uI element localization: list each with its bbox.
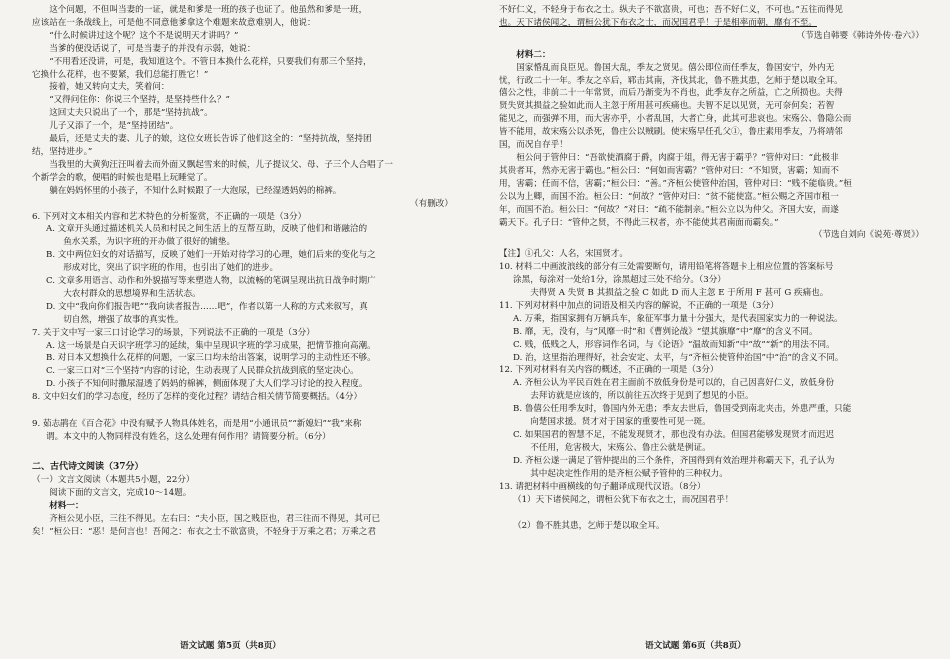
story-line: 最后，还是丈夫的妻、儿子的娘，这位女班长告诉了他们这全的：“坚持抗战，坚持团 [49, 134, 372, 145]
question-13 [499, 481, 924, 534]
question-stem: 8. 文中妇女们的学习态度，经历了怎样的变化过程？请结合相关情节简要概括。（4分） [32, 392, 363, 403]
question-stem: 12. 下列对材料有关内容的概述，不正确的一项是（3分） [499, 365, 719, 376]
question-7 [32, 327, 453, 392]
story-source: （有删改） [410, 198, 453, 209]
material2-line: 能见之，而强弹不用，而大害亦乎，小者乱国，大者亡身，此其可悲哀也。宋殇公、鲁隐公而 [499, 114, 852, 125]
material2-line: 其贵者耳，然亦无害于霸也。”桓公曰：“何如而害霸？”管仲对曰：“不知贤，害霸；知而不 [499, 165, 839, 176]
section-title: 二、古代诗文阅读（37分） [32, 461, 144, 472]
option-d: D. 治，这里指治理得好，社会安定、太平，与“齐桓公使管仲治国”中“治”的含义不同。 [513, 352, 844, 363]
option-c: C. 如果国君的智慧不足，不能发现贤才，那也没有办法。但国君能够发现贤才而迟迟 [513, 430, 835, 440]
page-footer-right: 语文试题 第6页（共8页） [645, 641, 746, 651]
option-b: B. 文中两位妇女的对话描写，反映了她们一开始对待学习的心理，她们后来的变化与之 [46, 250, 376, 261]
option-b-cont: 向楚国求援。贤才对于国家的重要性可见一斑。 [530, 417, 711, 428]
option-b: B. 对日本又想换什么花样的问题，一家三口均未给出答案，说明学习的主动性还不够。 [46, 353, 376, 364]
question-stem: 13. 请把材料中画横线的句子翻译成现代汉语。（8分） [499, 481, 706, 492]
material1-line: 矣！”桓公曰：“恶！是何言也！吾闻之：布衣之士不欲富贵，不轻身于万乘之君；万乘之君 [32, 526, 376, 537]
option-b-cont: 形成对比，突出了识字班的作用，也引出了她们的进步。 [63, 263, 279, 274]
material2-source: （节选自刘向《说苑·尊贤》） [813, 230, 924, 241]
option-d: D. 文中“我向你们报告吧”“我向读者报告……吧”，作者以第一人称的方式来叙写，真 [46, 301, 368, 312]
question-stem: 10. 材料二中画波浪线的部分有三处需要断句，请用铅笔将答题卡上相应位置的答案标号 [499, 262, 834, 273]
question-6 [32, 211, 453, 327]
question-stem: 11. 下列对材料中加点的词语及相关内容的解说，不正确的一项是（3分） [499, 300, 779, 311]
material1-source: （节选自韩婴《韩诗外传·卷六》） [796, 30, 924, 41]
q10-sentence: 夫得贤 A 失贤 B 其损益之验 C 如此 D 而人主忽 E 于所用 F 甚可 G 疾痛也。 [530, 288, 829, 299]
material2-title: 材料二： [516, 49, 551, 60]
option-a-cont: 鱼水关系，为识字班的开办做了很好的铺垫。 [63, 237, 236, 248]
page-footer-left: 语文试题 第5页（共8页） [180, 641, 281, 651]
q13-item-2: （2）鲁不胜其患，乞师于楚以取全耳。 [513, 521, 665, 532]
story-line: 接着，她又转向丈夫，笑着问： [49, 82, 170, 93]
option-a: A. 齐桓公认为平民百姓在君主面前不放低身份是可以的，自己因喜好仁义，放低身份 [513, 378, 835, 389]
material2-line: 国，而况自存乎！ [499, 140, 568, 151]
question-10 [499, 261, 924, 300]
material2-line: 公以为上卿，而国不治。桓公曰：“何故？”管仲对曰：“贫不能使富。”桓公赐之齐国市租一 [499, 191, 839, 202]
story-line: 躺在妈妈怀里的小孩子，不知什么时候跟了一大泡尿，已经湿透妈妈的棉裤。 [49, 185, 342, 196]
option-a: A. 万乘，指国家拥有万辆兵车，象征军事力量十分强大，是代表国家实力的一种说法。 [513, 313, 843, 324]
material2-line: 霸天下。孔子曰：“管仲之贤，不得此三权者，亦不能使其君南面而霸矣。” [499, 217, 779, 228]
option-a-cont: 去拜访就是应该的，所以前往五次终于见到了想见的小臣。 [530, 391, 754, 402]
material2-line: 桓公问于管仲曰：“吾欲使酒腐于爵，肉腐于俎，得无害于霸乎？”管仲对曰：“此极非 [516, 152, 839, 163]
story-line: 当我里的大黄狗汪汪叫着去而外面又飘起雪来的时候，儿子提议父、母、子三个人合唱了一 [49, 159, 393, 170]
material2-text [499, 62, 924, 230]
option-d: D. 齐桓公遂一满足了管仲提出的三个条件，齐国得到有效治理并称霸天下，孔子认为 [513, 455, 835, 466]
story-line: 它换什么花样，也不要紧，我们总能打胜它！” [32, 69, 209, 80]
option-b: B. 靡，无，没有，与“风靡一时”和《曹刿论战》“望其旗靡”中“靡”的含义不同。 [513, 326, 818, 337]
question-11 [499, 300, 924, 365]
reading-instruction: 阅读下面的文言文，完成10～14题。 [49, 487, 192, 498]
material2-line: 贤失贤其损益之验如此而人主忽于所用甚可疾痛也。夫智不足以见贤，无可奈何矣；若智 [499, 101, 835, 112]
question-stem: 9. 茹志鹃在《百合花》中没有赋予人物具体姓名，而是用“小通讯员”“新媳妇”“我”来称 [32, 419, 362, 430]
material1-line: 齐桓公见小臣，三往不得见。左右曰：“夫小臣，国之贱臣也，君三往而不得见，其可已 [49, 513, 381, 524]
story-text [32, 4, 453, 211]
question-9 [32, 418, 453, 444]
material2-line: 僖公之性，非前二十一年常贤，而后乃渐变为不肖也，此季友存之所益，亡之所损也。夫得 [499, 88, 843, 99]
option-a: A. 这一场景是白天识字班学习的延续，集中呈现识字班的学习成果，把情节推向高潮。 [46, 340, 376, 351]
question-stem: 6. 下列对文本相关内容和艺术特色的分析鉴赏，不正确的一项是（3分） [32, 211, 307, 222]
footnote: 【注】①孔父：人名，宋国贤才。 [499, 249, 628, 260]
option-d: D. 小孩子不知何时撒尿湿透了妈妈的棉裤，侧面体现了大人们学习讨论的投入程度。 [46, 379, 368, 390]
story-line: 这个问题，不但叫当妻的一证，就是和爹是一班的孩子也证了。他虽然和爹是一班， [49, 5, 368, 15]
question-8 [32, 391, 453, 404]
option-b: B. 鲁僖公任用季友时，鲁国内外无患；季友去世后，鲁国受到南北夹击，外患严重，只能 [513, 404, 852, 415]
story-line: 这回丈夫只说出了一个，那是“坚持抗战”。 [49, 108, 213, 119]
material1-title: 材料一： [49, 500, 84, 511]
option-d-cont: 其中起决定性作用的是齐桓公赋予管仲的三种权力。 [530, 468, 728, 479]
subsection-title: （一）文言文阅读（本题共5小题，22分） [32, 474, 195, 485]
story-line: 儿子又添了一个，是“坚持团结”。 [49, 121, 179, 132]
option-d-cont: 切自然，增强了故事的真实性。 [63, 314, 184, 325]
material2-line: 用，害霸；任而不信，害霸；”桓公曰：“善。”齐桓公使管仲治国，管仲对曰：“贱不能临贵。”桓 [499, 178, 852, 189]
material1-underlined-line: 也。天下诸侯闻之，谓桓公犹下布衣之士，而况国君乎！于是相率而朝，靡有不至。 [499, 17, 817, 28]
story-line: 个新学会的歌，便唱的时候也是唱上玩睡觉了。 [32, 172, 213, 183]
story-line: 应该站在一条战线上，可是他不同意他爹拿这个难题来故意难别人，他说： [32, 17, 316, 28]
material2-line: 年，而国不治。桓公曰：“何故？”对曰：“疏不能制亲。”桓公立以为仲父。齐国大安，而遂 [499, 204, 839, 215]
option-c-cont: 大农村群众的思想境界和生活状态。 [63, 288, 201, 299]
story-line: “又得问住你：你说三个坚持，是坚持些什么？” [49, 95, 230, 106]
story-line: 结，坚持进步。” [32, 146, 93, 157]
story-line: 当爹的便没话说了，可是当妻子的并没有示弱，她说： [49, 43, 256, 54]
story-line: “不用看还没讲，可是，我知道这个。不管日本换什么花样，只要我们有那三个坚持， [49, 56, 372, 67]
option-c-cont: 不任用，危害极大，宋殇公、鲁庄公就是例证。 [530, 442, 711, 453]
option-a: A. 文章开头通过描述机关人员和村民之间生活上的互帮互助，反映了他们和谐融洽的 [46, 224, 368, 235]
material2-line: 皆不能用，故宋殇公以杀死，鲁庄公以贼刷。使宋殇早任孔父①，鲁庄素用季友，乃将靖邻 [499, 127, 843, 138]
q13-item-1: （1）天下诸侯闻之，谓桓公犹下布衣之士，而况国君乎！ [513, 494, 734, 505]
option-c: C. 贱，低贱之人，形容词作名词，与《论语》“温故而知新”中“故”“新”的用法不同。 [513, 339, 835, 350]
question-stem-cont: 谓。本文中的人物同样没有姓名，这么处理有何作用？请简要分析。（6分） [46, 432, 331, 442]
material2-line: 国家惛乱而良臣见。鲁国大乱，季友之贤见。僖公即位而任季友，鲁国安宁，外内无 [516, 62, 835, 73]
material1-line: 不好仁义，不轻身于布衣之士。纵夫子不欲富贵，可也；吾不好仁义，不可也。”五往而得见 [499, 5, 843, 15]
question-stem-cont: 涂黑，每涂对一处给1分，涂黑超过三处不给分。（3分） [513, 275, 726, 286]
question-12 [499, 364, 924, 480]
question-stem: 7. 关于文中写一家三口讨论学习的场景，下列说法不正确的一项是（3分） [32, 327, 315, 338]
story-line: “什么时候讲过这个呢？这个不是说明天才讲吗？” [49, 30, 239, 41]
material2-line: 忧，行政二十一年。季友之卒后，郓击其南，齐伐其北，鲁不胜其患，乞师于楚以取全耳。 [499, 75, 843, 86]
right-page [475, 0, 950, 659]
option-c: C. 一家三口对“三个坚持”内容的讨论，生动表现了人民群众抗战到底的坚定决心。 [46, 366, 359, 377]
option-c: C. 文章多用语言、动作和外貌描写等来塑造人物，以流畅的笔调呈现出抗日战争时期广 [46, 276, 376, 287]
